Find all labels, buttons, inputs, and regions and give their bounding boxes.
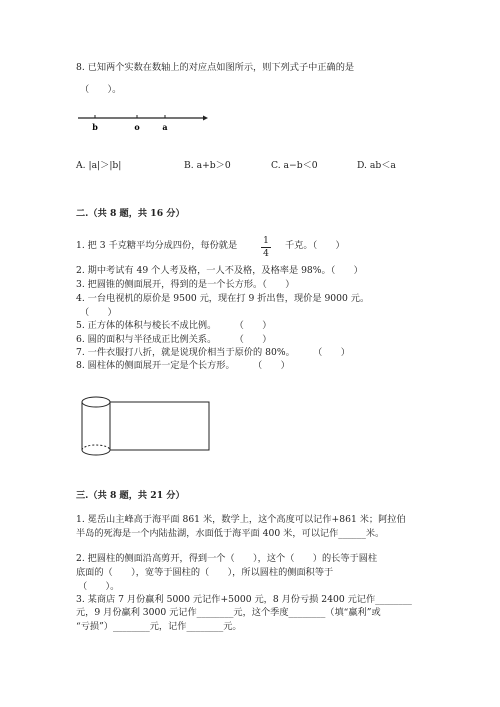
fraction-one-quarter — [259, 236, 273, 259]
s2-question-1-suffix: 千克。（ ） — [285, 240, 345, 251]
number-line-figure — [78, 112, 208, 132]
number-line-arrow — [203, 116, 208, 121]
s3-question-1-line-2: 半岛的死海是一个内陆盐湖，水面低于海平面 400 米，可以记作______米。 — [76, 528, 385, 539]
s3-question-2-line-1: 2. 把圆柱的侧面沿高剪开，得到一个（ ），这个（ ）的长等于圆柱 — [76, 553, 378, 564]
axis-label-b: b — [92, 122, 98, 132]
s2-question-4: 4. 一台电视机的原价是 9500 元，现在打 9 折出售，现价是 9000 元。 — [76, 293, 370, 304]
s2-question-8: 8. 圆柱体的侧面展开一定是个长方形。 （ ） — [76, 360, 290, 371]
cylinder-bottom-back — [82, 445, 110, 450]
question-8-stem: 8. 已知两个实数在数轴上的对应点如图所示，则下列式子中正确的是 — [76, 62, 355, 73]
option-c: C. a−b＜0 — [271, 160, 318, 171]
unrolled-rectangle — [110, 402, 209, 450]
cylinder-top-ellipse — [82, 397, 110, 407]
s3-question-2-line-3: （ ）。 — [78, 581, 120, 592]
section-2-heading: 二.（共 8 题，共 16 分） — [76, 208, 185, 219]
s2-question-5: 5. 正方体的体积与棱长不成比例。 （ ） — [76, 320, 272, 331]
s2-question-4-blank: （ ） — [80, 307, 117, 318]
s2-question-1-prefix: 1. 把 3 千克糖平均分成四份，每份就是 — [76, 240, 238, 251]
fraction-numerator: 1 — [263, 236, 269, 246]
s3-question-3-line-2: 元，9 月份赢利 3000 元记作________元，这个季度________（填“赢利”或 — [76, 607, 381, 618]
option-a: A. |a|＞|b| — [76, 160, 122, 171]
fraction-denominator: 4 — [263, 249, 269, 259]
option-b: B. a+b＞0 — [184, 160, 231, 171]
s2-question-7: 7. 一件衣服打八折，就是说现价相当于原价的 80%。 （ ） — [76, 347, 350, 358]
s3-question-3-line-3: “亏损”）________元，记作________元。 — [76, 621, 242, 632]
s3-question-2-line-2: 底面的（ ），宽等于圆柱的（ ），所以圆柱的侧面积等于 — [76, 567, 334, 578]
cylinder-unfolding-figure — [76, 392, 212, 460]
cylinder-bottom-front — [82, 450, 110, 455]
s3-question-3-line-1: 3. 某商店 7 月份赢利 5000 元记作+5000 元，8 月份亏损 2400 元记作________ — [76, 594, 412, 605]
s2-question-3: 3. 把圆锥的侧面展开，得到的是一个长方形。（ ） — [76, 279, 295, 290]
axis-label-a: a — [162, 122, 168, 132]
s2-question-6: 6. 圆的面积与半径成正比例关系。 （ ） — [76, 334, 272, 345]
section-3-heading: 三.（共 8 题，共 21 分） — [76, 490, 185, 501]
question-8-blank: （ ）。 — [80, 84, 122, 95]
option-d: D. ab＜a — [357, 160, 396, 171]
s2-question-2: 2. 期中考试有 49 个人考及格，一人不及格，及格率是 98%。（ ） — [76, 265, 363, 276]
s3-question-1-line-1: 1. 冕岳山主峰高于海平面 861 米，数学上，这个高度可以记作+861 米；阿拉伯 — [76, 514, 406, 525]
axis-label-o: o — [134, 122, 140, 132]
